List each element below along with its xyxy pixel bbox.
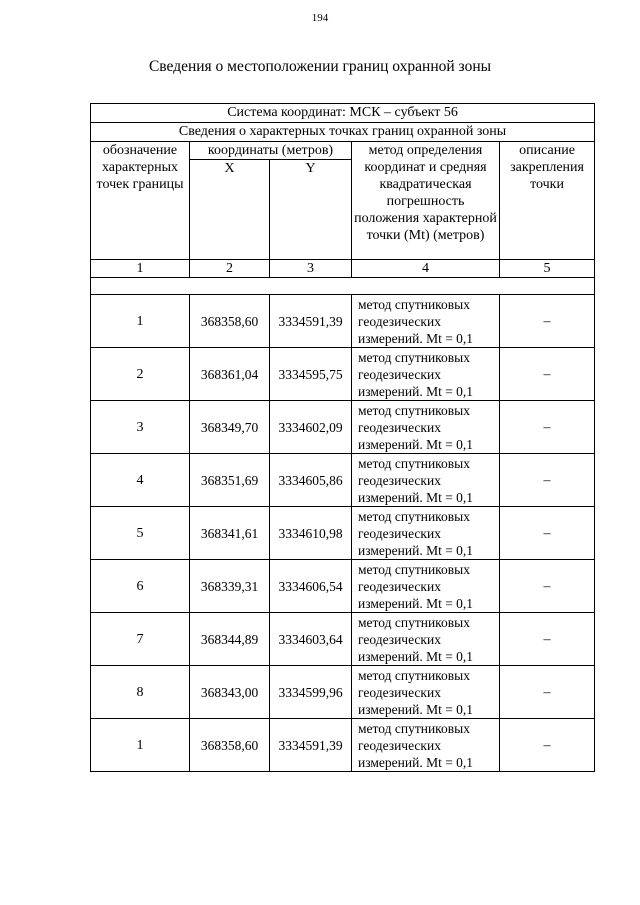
column-number: 4 <box>352 260 500 278</box>
description-cell: – <box>500 295 595 348</box>
y-coordinate-cell: 3334602,09 <box>270 401 352 454</box>
description-cell: – <box>500 613 595 666</box>
x-coordinate-cell: 368358,60 <box>190 719 270 772</box>
method-cell: метод спутниковых геодезических измерений. Mt = 0,1 <box>352 295 500 348</box>
y-coordinate-cell: 3334591,39 <box>270 719 352 772</box>
description-cell: – <box>500 560 595 613</box>
y-coordinate-cell: 3334591,39 <box>270 295 352 348</box>
description-cell: – <box>500 454 595 507</box>
x-coordinate-cell: 368341,61 <box>190 507 270 560</box>
method-cell: метод спутниковых геодезических измерений. Mt = 0,1 <box>352 560 500 613</box>
spacer-cell <box>91 278 595 295</box>
x-coordinate-cell: 368349,70 <box>190 401 270 454</box>
method-cell: метод спутниковых геодезических измерений. Mt = 0,1 <box>352 613 500 666</box>
method-cell: метод спутниковых геодезических измерений. Mt = 0,1 <box>352 454 500 507</box>
point-cell: 3 <box>91 401 190 454</box>
description-cell: – <box>500 507 595 560</box>
table-row <box>91 560 595 613</box>
table-row <box>91 295 595 348</box>
method-cell: метод спутниковых геодезических измерений. Mt = 0,1 <box>352 666 500 719</box>
point-cell: 6 <box>91 560 190 613</box>
column-number: 1 <box>91 260 190 278</box>
description-cell: – <box>500 401 595 454</box>
table-row <box>91 401 595 454</box>
y-coordinate-cell: 3334606,54 <box>270 560 352 613</box>
description-cell: – <box>500 666 595 719</box>
header-y: Y <box>270 160 352 260</box>
table-row <box>91 454 595 507</box>
method-cell: метод спутниковых геодезических измерений. Mt = 0,1 <box>352 507 500 560</box>
table-row <box>91 666 595 719</box>
table-row <box>91 507 595 560</box>
table-row <box>91 348 595 401</box>
x-coordinate-cell: 368358,60 <box>190 295 270 348</box>
header-method: метод определения координат и средняя квадратическая погрешность положения характерной точки (Mt) (метров) <box>352 142 500 260</box>
point-cell: 4 <box>91 454 190 507</box>
point-cell: 8 <box>91 666 190 719</box>
spacer-row <box>91 278 595 295</box>
y-coordinate-cell: 3334603,64 <box>270 613 352 666</box>
point-cell: 1 <box>91 295 190 348</box>
header-coordinates: координаты (метров) <box>190 142 352 160</box>
point-cell: 5 <box>91 507 190 560</box>
point-cell: 1 <box>91 719 190 772</box>
x-coordinate-cell: 368361,04 <box>190 348 270 401</box>
method-cell: метод спутниковых геодезических измерений. Mt = 0,1 <box>352 401 500 454</box>
method-cell: метод спутниковых геодезических измерений. Mt = 0,1 <box>352 348 500 401</box>
description-cell: – <box>500 719 595 772</box>
column-number: 5 <box>500 260 595 278</box>
table-row <box>91 613 595 666</box>
x-coordinate-cell: 368344,89 <box>190 613 270 666</box>
y-coordinate-cell: 3334610,98 <box>270 507 352 560</box>
table-row <box>91 719 595 772</box>
page-title: Сведения о местоположении границ охранной зоны <box>148 58 492 75</box>
y-coordinate-cell: 3334595,75 <box>270 348 352 401</box>
header-x: X <box>190 160 270 260</box>
coord-system-header: Система координат: МСК – субъект 56 <box>91 104 595 123</box>
x-coordinate-cell: 368351,69 <box>190 454 270 507</box>
y-coordinate-cell: 3334605,86 <box>270 454 352 507</box>
header-designation: обозначение характерных точек границы <box>91 142 190 260</box>
page-number: 194 <box>311 12 329 24</box>
boundary-points-table <box>90 103 595 772</box>
table-subtitle: Сведения о характерных точках границ охранной зоны <box>91 123 595 142</box>
y-coordinate-cell: 3334599,96 <box>270 666 352 719</box>
header-description: описание закрепления точки <box>500 142 595 260</box>
point-cell: 7 <box>91 613 190 666</box>
point-cell: 2 <box>91 348 190 401</box>
method-cell: метод спутниковых геодезических измерений. Mt = 0,1 <box>352 719 500 772</box>
column-number: 2 <box>190 260 270 278</box>
x-coordinate-cell: 368343,00 <box>190 666 270 719</box>
x-coordinate-cell: 368339,31 <box>190 560 270 613</box>
column-number: 3 <box>270 260 352 278</box>
description-cell: – <box>500 348 595 401</box>
